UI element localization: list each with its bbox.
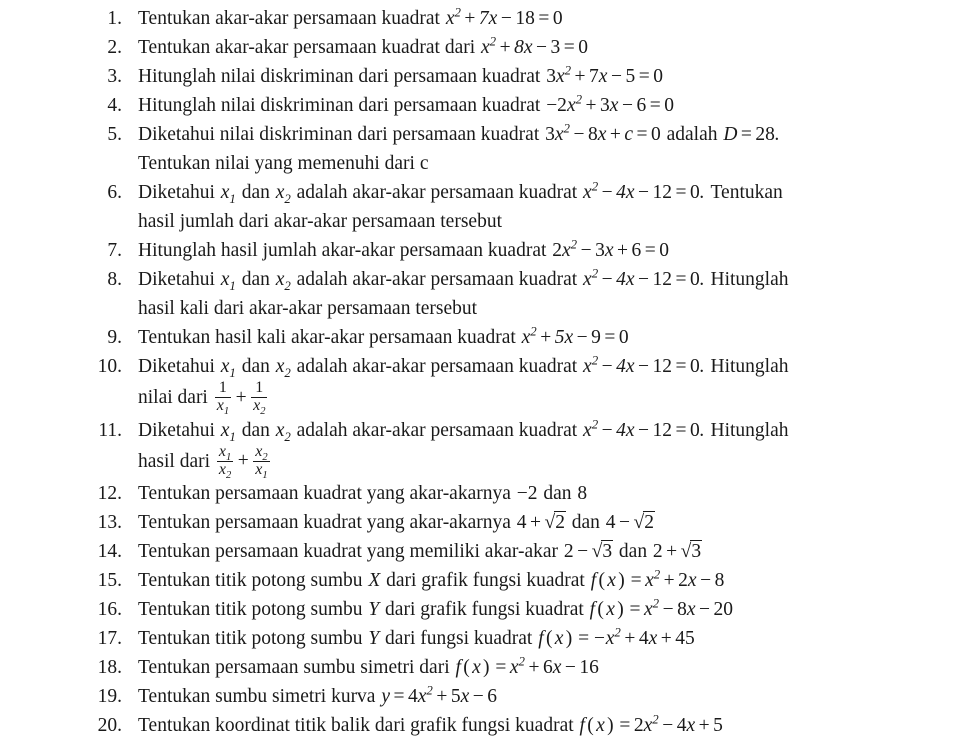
- item-text: Hitunglah nilai diskriminan dari persamaan kuadrat: [138, 95, 541, 116]
- item-body: [126, 479, 928, 508]
- item-line-2: [138, 294, 928, 323]
- item-text: Tentukan sumbu simetri kurva: [138, 686, 376, 708]
- item-text-3: Hitunglah: [710, 356, 789, 377]
- math-expression: f ( x ) = $x^2 + 2x - 8$: [590, 567, 725, 592]
- math-expression: f ( x ) = $2x^2 - 4x + 5$: [579, 712, 723, 737]
- math-expression: f ( x ) = $x^2 - 8x - 20$: [589, 596, 734, 621]
- item-body: [126, 537, 928, 566]
- math-expression: $3x^2 - 8x + c = 0$: [545, 121, 661, 145]
- root-symbol-x1: $x_1$: [220, 182, 236, 206]
- item-number: 20.: [97, 715, 122, 737]
- list-item: [0, 711, 971, 740]
- item-line: [138, 120, 928, 149]
- list-item: [0, 566, 971, 595]
- root-value-1: 4 + √2: [517, 512, 566, 533]
- math-expression: f ( x ) = $x^2 + 6x - 16$: [455, 654, 599, 679]
- list-item: [0, 653, 971, 682]
- conjunction: dan: [618, 541, 648, 563]
- item-line: [138, 62, 928, 91]
- item-text: Tentukan persamaan kuadrat yang akar-akarnya: [138, 483, 511, 505]
- item-text-2: adalah: [666, 124, 718, 145]
- item-body: [126, 91, 928, 120]
- item-number: 16.: [97, 599, 122, 621]
- item-body: [126, 566, 928, 595]
- item-line-2: hasil dari $\frac{x_1}{x_2}$ + $\frac{x_2}{x_1}$: [138, 442, 268, 481]
- item-number: 19.: [97, 686, 122, 708]
- sqrt-icon: √2: [633, 512, 654, 534]
- item-line: [138, 566, 928, 595]
- list-item: [0, 236, 971, 265]
- item-body: [126, 653, 928, 682]
- item-number: 6.: [107, 182, 122, 203]
- item-text: Tentukan titik potong sumbu: [138, 628, 363, 650]
- sqrt-icon: √3: [591, 541, 613, 563]
- list-item: [0, 416, 971, 480]
- item-text: Diketahui: [138, 182, 215, 203]
- conjunction: dan: [241, 269, 270, 290]
- item-text-2: adalah akar-akar persamaan kuadrat: [296, 419, 578, 441]
- item-line: [138, 323, 928, 352]
- math-expression: $x^2 - 4x - 12 = 0$.: [583, 179, 705, 203]
- item-line: [138, 624, 928, 653]
- root-symbol-x1: $x_1$: [220, 419, 236, 444]
- item-text: Tentukan koordinat titik balik dari grafik fungsi kuadrat: [138, 715, 574, 737]
- item-line: [138, 479, 928, 508]
- item-text-4: hasil jumlah dari akar-akar persamaan tersebut: [138, 211, 502, 232]
- item-text-3: Tentukan: [710, 182, 783, 203]
- item-number: 14.: [97, 541, 122, 563]
- root-symbol-x1: $x_1$: [220, 269, 236, 293]
- item-text: Diketahui nilai diskriminan dari persamaan kuadrat: [138, 124, 540, 145]
- item-line: [138, 265, 928, 294]
- fraction-one-over-x1: $\frac{1}{x_1}$: [216, 379, 230, 418]
- item-number: 12.: [97, 483, 122, 505]
- item-text: Tentukan hasil kali akar-akar persamaan kuadrat: [138, 327, 516, 348]
- item-number: 15.: [97, 570, 122, 592]
- item-line: [138, 352, 928, 381]
- math-expression: $x^2 - 4x - 12 = 0$.: [583, 417, 705, 441]
- sqrt-icon: √2: [544, 512, 565, 534]
- root-value-2: 4 − √2: [606, 512, 655, 533]
- math-expression: $3x^2 + 7x - 5 = 0$: [546, 63, 663, 87]
- axis-label: Y: [368, 628, 380, 650]
- discriminant-value: D = 28.: [723, 124, 780, 145]
- item-text-2: adalah akar-akar persamaan kuadrat: [296, 356, 578, 377]
- item-number: 5.: [107, 124, 122, 145]
- fraction-x1-over-x2: $\frac{x_1}{x_2}$: [218, 442, 232, 481]
- list-item: [0, 682, 971, 711]
- list-item: [0, 62, 971, 91]
- item-text-4: nilai dari: [138, 386, 208, 408]
- item-number: 3.: [107, 66, 122, 87]
- item-text-4: hasil kali dari akar-akar persamaan tersebut: [138, 298, 478, 319]
- math-expression: $-2x^2 + 3x - 6 = 0$: [546, 92, 674, 116]
- sqrt-icon: √3: [680, 541, 702, 563]
- item-text-2: adalah akar-akar persamaan kuadrat: [296, 269, 578, 290]
- item-number: 1.: [107, 8, 122, 29]
- list-item: [0, 624, 971, 653]
- item-body: [126, 120, 928, 178]
- item-number: 17.: [97, 628, 122, 650]
- item-text: Tentukan akar-akar persamaan kuadrat: [138, 8, 440, 29]
- item-number: 10.: [97, 356, 122, 377]
- item-number: 4.: [107, 95, 122, 116]
- axis-label: Y: [368, 599, 380, 621]
- item-body: [126, 323, 928, 352]
- item-line: [138, 178, 928, 207]
- list-item: [0, 4, 971, 33]
- item-text-2: adalah akar-akar persamaan kuadrat: [296, 182, 578, 203]
- conjunction: dan: [241, 419, 270, 441]
- root-symbol-x2: $x_2$: [275, 269, 291, 293]
- math-expression: $x^2 + 5x - 9 = 0$: [521, 324, 629, 348]
- item-line: [138, 595, 928, 624]
- item-text-2: dari grafik fungsi kuadrat: [386, 570, 585, 592]
- list-item: [0, 479, 971, 508]
- item-body: [126, 178, 928, 236]
- axis-label: X: [368, 570, 381, 592]
- item-line: [138, 711, 928, 740]
- item-text: Tentukan akar-akar persamaan kuadrat dari: [138, 37, 476, 58]
- item-line-2: nilai dari $\frac{1}{x_1}$ + $\frac{1}{x_2}$: [138, 379, 266, 418]
- list-item: [0, 595, 971, 624]
- math-expression: $x^2 + 8x - 3 = 0$: [481, 34, 588, 58]
- item-text: Tentukan persamaan sumbu simetri dari: [138, 657, 450, 679]
- list-item: [0, 120, 971, 178]
- root-value-2: 2 + √3: [653, 541, 702, 562]
- root-symbol-x2: $x_2$: [275, 419, 291, 444]
- item-line: [138, 91, 928, 120]
- conjunction: dan: [543, 483, 572, 505]
- item-body: [126, 236, 928, 265]
- item-text-3: Hitunglah: [710, 269, 789, 290]
- item-number: 7.: [107, 240, 122, 261]
- item-body: [126, 33, 928, 62]
- fraction-one-over-x2: $\frac{1}{x_2}$: [253, 379, 266, 418]
- root-symbol-x1: $x_1$: [220, 356, 236, 380]
- item-number: 2.: [107, 37, 122, 58]
- item-text-3: Hitunglah: [710, 419, 789, 441]
- math-expression: $x^2 + 7x - 18 = 0$: [445, 5, 563, 29]
- list-item: [0, 508, 971, 537]
- list-item: [0, 33, 971, 62]
- list-item: [0, 323, 971, 352]
- conjunction: dan: [571, 512, 600, 534]
- item-text-2: dari grafik fungsi kuadrat: [385, 599, 584, 621]
- item-body: [126, 624, 928, 653]
- item-body: [126, 352, 928, 416]
- root-value-1: −2: [516, 483, 538, 505]
- item-number: 18.: [97, 657, 122, 679]
- item-number: 13.: [97, 512, 122, 534]
- math-expression: f ( x ) = $-x^2 + 4x + 45$: [538, 625, 695, 650]
- item-body: [126, 595, 928, 624]
- item-text-3: Tentukan nilai yang memenuhi dari c: [138, 153, 429, 174]
- item-body: [126, 416, 928, 480]
- item-body: [126, 265, 928, 323]
- root-symbol-x2: $x_2$: [275, 356, 291, 380]
- list-item: [0, 265, 971, 323]
- item-line-2: [138, 149, 928, 178]
- item-line: [138, 682, 928, 711]
- item-body: [126, 711, 928, 740]
- item-body: [126, 4, 928, 33]
- list-item: [0, 352, 971, 416]
- item-text: Tentukan persamaan kuadrat yang akar-akarnya: [138, 512, 511, 534]
- math-expression: $x^2 - 4x - 12 = 0$.: [583, 266, 705, 290]
- item-body: [126, 62, 928, 91]
- item-line: [138, 236, 928, 265]
- root-value-1: 2 − √3: [564, 541, 613, 562]
- item-text: Hitunglah nilai diskriminan dari persamaan kuadrat: [138, 66, 541, 87]
- item-text: Diketahui: [138, 269, 215, 290]
- item-line-2: [138, 207, 928, 236]
- list-item: [0, 537, 971, 566]
- problem-list: [0, 4, 971, 740]
- fraction-x2-over-x1: $\frac{x_2}{x_1}$: [255, 442, 268, 481]
- math-expression: $y = 4x^2 + 5x - 6$: [381, 683, 497, 708]
- item-number: 8.: [107, 269, 122, 290]
- item-text-2: dari fungsi kuadrat: [385, 628, 533, 650]
- item-text-4: hasil dari: [138, 450, 211, 472]
- math-expression: $2x^2 - 3x + 6 = 0$: [552, 237, 669, 261]
- item-number: 11.: [98, 419, 122, 441]
- item-text: Diketahui: [138, 356, 215, 377]
- item-number: 9.: [107, 327, 122, 348]
- item-line: [138, 33, 928, 62]
- item-line: [138, 537, 928, 566]
- item-text: Tentukan titik potong sumbu: [138, 570, 363, 592]
- root-symbol-x2: $x_2$: [275, 182, 291, 206]
- conjunction: dan: [241, 182, 270, 203]
- item-body: [126, 682, 928, 711]
- item-line: [138, 653, 928, 682]
- conjunction: dan: [241, 356, 270, 377]
- list-item: [0, 91, 971, 120]
- math-expression: $x^2 - 4x - 12 = 0$.: [583, 353, 705, 377]
- item-text: Diketahui: [138, 419, 215, 441]
- root-value-2: 8: [577, 483, 588, 505]
- item-body: [126, 508, 928, 537]
- item-line: [138, 508, 928, 537]
- item-text: Hitunglah hasil jumlah akar-akar persamaan kuadrat: [138, 240, 547, 261]
- list-item: [0, 178, 971, 236]
- item-text: Tentukan titik potong sumbu: [138, 599, 363, 621]
- item-line: [138, 416, 928, 445]
- item-line: [138, 4, 928, 33]
- item-text: Tentukan persamaan kuadrat yang memiliki akar-akar: [138, 541, 559, 563]
